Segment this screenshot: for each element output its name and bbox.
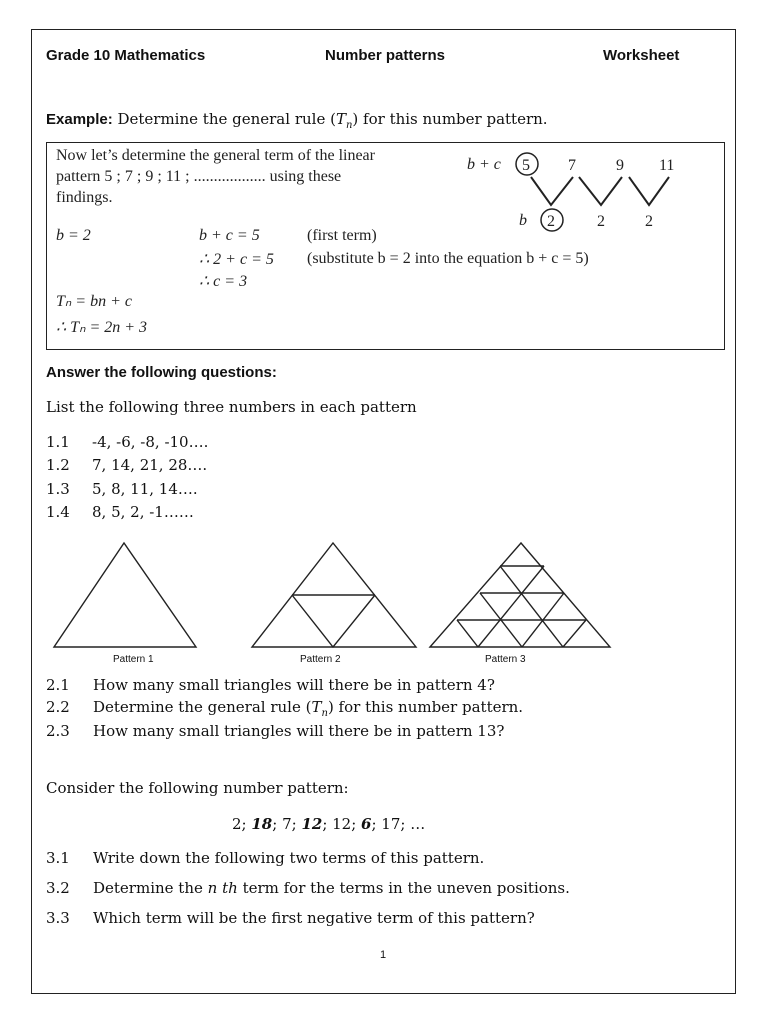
question-number: 1.2 bbox=[46, 456, 70, 474]
seq-part-emph: 6 bbox=[361, 815, 372, 833]
q32-post: term for the terms in the uneven positions. bbox=[242, 879, 570, 897]
diagram-v-3 bbox=[629, 177, 669, 205]
q32-n: n th bbox=[207, 879, 238, 897]
section3-intro: Consider the following number pattern: bbox=[46, 779, 349, 797]
question-number: 1.4 bbox=[46, 503, 70, 521]
seq-part-emph: 12 bbox=[301, 815, 323, 833]
seq-part: ; 7; bbox=[272, 815, 302, 833]
question-number: 2.3 bbox=[46, 722, 70, 740]
question-text: 5, 8, 11, 14…. bbox=[92, 480, 198, 498]
q22-pre: Determine the general rule ( bbox=[93, 698, 312, 716]
example-T: T bbox=[335, 110, 346, 128]
header-type: Worksheet bbox=[603, 47, 680, 64]
question-text: Which term will be the first negative term of this pattern? bbox=[93, 909, 535, 927]
question-number: 2.2 bbox=[46, 698, 70, 716]
q22-T: T bbox=[311, 698, 322, 716]
example-intro-line2: pattern 5 ; 7 ; 9 ; 11 ; .................. using these bbox=[56, 168, 342, 185]
question-number: 1.1 bbox=[46, 433, 70, 451]
diagram-v-2 bbox=[579, 177, 622, 205]
example-text-post: ) for this number pattern. bbox=[352, 110, 548, 128]
section3-sequence bbox=[232, 815, 425, 833]
q32-pre: Determine the bbox=[93, 879, 203, 897]
question-text: -4, -6, -8, -10…. bbox=[92, 433, 209, 451]
triangle-patterns-figure bbox=[32, 535, 737, 653]
question-text: How many small triangles will there be in pattern 13? bbox=[93, 722, 505, 740]
diagram-v-1 bbox=[531, 177, 573, 205]
example-intro-line1: Now let’s determine the general term of the linear bbox=[56, 147, 375, 164]
question-number: 1.3 bbox=[46, 480, 70, 498]
question-text: How many small triangles will there be in pattern 4? bbox=[93, 676, 495, 694]
question-3-2 bbox=[32, 879, 712, 899]
example-box bbox=[46, 142, 725, 350]
question-number: 3.3 bbox=[46, 909, 70, 927]
diagram-diff-3: 2 bbox=[645, 213, 653, 230]
question-text: 7, 14, 21, 28…. bbox=[92, 456, 208, 474]
example-n: n bbox=[345, 120, 353, 131]
pattern-1-label: Pattern 1 bbox=[113, 654, 154, 665]
example-bc-eq: b + c = 5 bbox=[199, 227, 260, 244]
q22-n: n bbox=[321, 708, 328, 719]
section1-instruction: List the following three numbers in each pattern bbox=[46, 398, 417, 416]
example-step2: ∴ 2 + c = 5 bbox=[199, 251, 274, 268]
question-1-1 bbox=[32, 433, 432, 453]
question-text bbox=[93, 879, 570, 897]
difference-diagram bbox=[459, 145, 699, 237]
question-number: 3.2 bbox=[46, 879, 70, 897]
question-text bbox=[93, 698, 523, 719]
seq-part: ; 12; bbox=[322, 815, 362, 833]
question-2-3 bbox=[32, 722, 712, 742]
question-number: 2.1 bbox=[46, 676, 70, 694]
example-tn-result: ∴ Tₙ = 2n + 3 bbox=[56, 319, 148, 336]
question-text: Write down the following two terms of this pattern. bbox=[93, 849, 485, 867]
page-number: 1 bbox=[380, 949, 387, 961]
pattern-3-label: Pattern 3 bbox=[485, 654, 526, 665]
header-subject: Grade 10 Mathematics bbox=[46, 47, 206, 64]
seq-part: 2; bbox=[232, 815, 252, 833]
example-first-term: (first term) bbox=[307, 227, 377, 244]
example-label: Example: bbox=[46, 111, 113, 128]
question-3-3 bbox=[32, 909, 712, 929]
diagram-diff-1: 2 bbox=[547, 213, 555, 230]
diagram-term-1: 5 bbox=[522, 157, 530, 174]
diagram-term-4: 11 bbox=[659, 157, 675, 174]
example-substitute: (substitute b = 2 into the equation b + c = 5) bbox=[307, 250, 589, 267]
question-3-1 bbox=[32, 849, 712, 869]
section1-heading: Answer the following questions: bbox=[46, 364, 277, 381]
example-step3: ∴ c = 3 bbox=[199, 273, 248, 290]
diagram-term-3: 9 bbox=[616, 157, 624, 174]
pattern-2-triangles bbox=[252, 543, 416, 647]
example-tn-general: Tₙ = bn + c bbox=[56, 293, 132, 310]
seq-part-emph: 18 bbox=[251, 815, 273, 833]
question-2-2 bbox=[32, 698, 712, 720]
pattern-3-triangles bbox=[430, 543, 610, 647]
question-2-1 bbox=[32, 676, 712, 696]
example-text-pre: Determine the general rule ( bbox=[117, 110, 336, 128]
diagram-bc-label: b + c bbox=[467, 156, 501, 173]
question-text: 8, 5, 2, -1…… bbox=[92, 503, 194, 521]
example-b-eq: b = 2 bbox=[56, 227, 91, 244]
example-instruction bbox=[46, 110, 548, 131]
example-intro-line3: findings. bbox=[56, 189, 113, 206]
pattern-1-triangle bbox=[54, 543, 196, 647]
question-number: 3.1 bbox=[46, 849, 70, 867]
question-1-3 bbox=[32, 480, 432, 500]
diagram-diff-2: 2 bbox=[597, 213, 605, 230]
seq-part: ; 17; … bbox=[371, 815, 426, 833]
worksheet-page bbox=[31, 29, 736, 994]
pattern-2-label: Pattern 2 bbox=[300, 654, 341, 665]
diagram-b-label: b bbox=[519, 212, 527, 229]
question-1-2 bbox=[32, 456, 432, 476]
header-topic: Number patterns bbox=[325, 47, 446, 64]
question-1-4 bbox=[32, 503, 432, 523]
q22-post: ) for this number pattern. bbox=[327, 698, 524, 716]
diagram-term-2: 7 bbox=[568, 157, 576, 174]
